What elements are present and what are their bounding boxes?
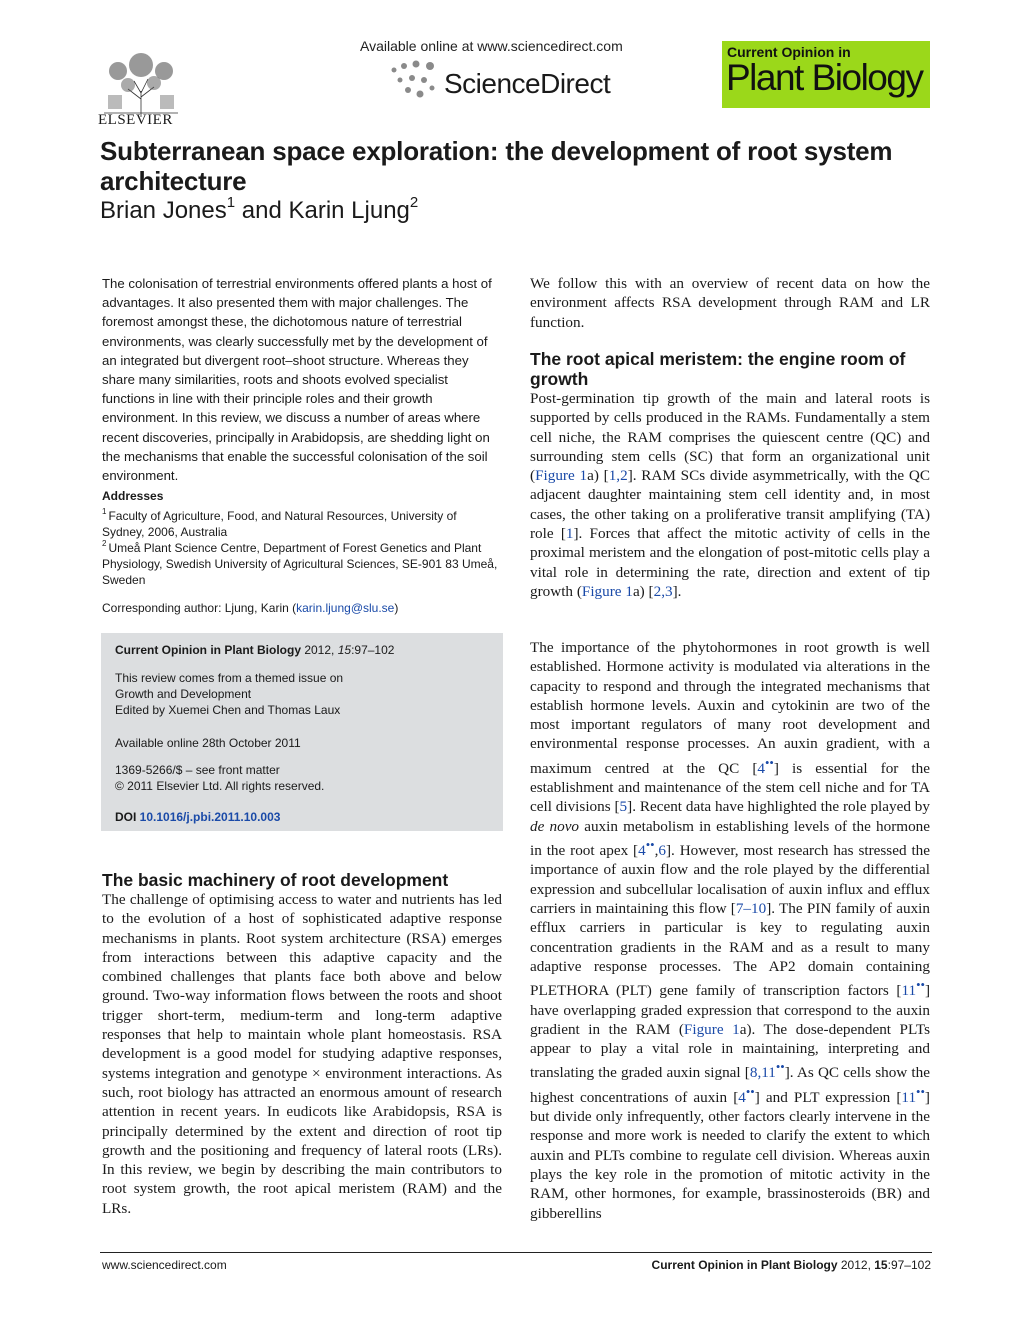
copyright-text: © 2011 Elsevier Ltd. All rights reserved. [115,779,325,793]
text-run: The importance of the phytohormones in root growth is well established. Hormone activity is modulated via alterations in the capacity to respond and through the integrated mechanisms that establish hormone levels. Auxin and cytokinin are two of the most important regulators of many root development and environmental response processes. An auxin gradient, with a maximum centred at the QC [ [530,639,930,777]
author-name[interactable]: Brian Jones [100,197,227,224]
body-paragraph [530,638,930,1223]
reference-link[interactable]: 4 [757,759,765,777]
reference-link[interactable]: 4 [638,842,646,860]
recommendation-dots: •• [916,978,925,993]
text-run: auxin metabolism in establishing levels of the hormone in the root apex [ [530,817,930,860]
available-online-text: Available online at www.sciencedirect.com [360,38,623,54]
author-conjunction: and [235,197,289,224]
addresses-heading: Addresses [102,489,164,503]
citation-volume: 15 [337,643,352,657]
citation-year: 2012, [301,643,338,657]
text-run: ]. As QC cells show the highest concentrations of auxin [ [530,1064,930,1106]
reference-link[interactable]: 11 [901,982,917,1000]
author-list [100,196,418,225]
themed-issue-text: This review comes from a themed issue on [115,671,344,685]
address-text: Umeå Plant Science Centre, Department of Forest Genetics and Plant Physiology, Swedish University of Agricultural Sciences, SE-901 83 Umeå, Sweden [102,541,498,587]
reference-link[interactable]: 6 [658,842,666,860]
publisher-name: ELSEVIER [98,112,173,128]
text-run: a) [ [587,467,609,485]
text-run: ]. The PIN family of auxin efflux carriers in particular is key to regulating auxin concentration gradients in the RAM and as a result to many adaptive response processes. The AP2 domain containing PLETHORA (PLT) gene family of transcription factors [ [530,899,930,1000]
recommendation-dots: •• [745,1084,755,1099]
issn-text: 1369-5266/$ – see front matter [115,763,280,777]
body-paragraph: We follow this with an overview of recent data on how the environment affects RSA development through RAM and LR function. [530,275,930,331]
section-heading: The root apical meristem: the engine room of growth [530,349,906,389]
editors-text: Edited by Xuemei Chen and Thomas Laux [115,703,341,717]
reference-link[interactable]: 7–10 [735,899,767,917]
text-run: , [654,842,659,860]
author-name[interactable]: Karin Ljung [288,197,410,224]
text-run: Post-germination tip growth of the main and lateral roots is supported by cells produced in the RAMs. Fundamentally a stem cell niche, the RAM comprises the quiescent centre (QC) and surrounding stem cells (SC) that form an organizational unit ( [530,390,930,485]
address-entry [102,537,502,588]
recommendation-dots: •• [645,838,655,853]
abstract: The colonisation of terrestrial environments offered plants a host of advantages. It also presented them with major challenges. The foremost amongst these, the dichotomous nature of terrestrial environments, was clearly successfully met by the development of an integrated but divergent root–shoot structure. Whereas they share many similarities, roots and shoots evolved specialist functions in line with their principle roles and their growth environment. In this review, we discuss a number of areas where recent discoveries, principally in Arabidopsis, are shedding light on the mechanisms that enable the successful colonisation of the soil environment. [102,276,492,484]
recommendation-dots: •• [775,1060,785,1075]
address-text: Faculty of Agriculture, Food, and Natural Resources, University of Sydney, 2006, Australia [102,509,457,539]
address-number: 2 [102,539,107,548]
text-run: ] and PLT expression [ [754,1088,902,1106]
doi-link[interactable]: 10.1016/j.pbi.2011.10.003 [139,810,281,824]
italic-term: de novo [530,817,580,835]
article-title: Subterranean space exploration: the development of root system architecture [100,136,893,196]
section-heading: The basic machinery of root development [102,870,449,890]
footer-journal: Current Opinion in Plant Biology [651,1258,838,1272]
sciencedirect-wordmark: ScienceDirect [444,68,611,99]
journal-logo [722,41,930,108]
reference-link[interactable]: 2,3 [653,582,673,600]
text-run: ]. [672,582,682,600]
reference-link[interactable]: 4 [738,1088,746,1106]
available-date: Available online 28th October 2011 [115,736,301,750]
reference-link[interactable]: 8,11 [749,1064,776,1082]
email-link[interactable]: karin.ljung@slu.se [296,601,395,615]
body-paragraph: The challenge of optimising access to water and nutrients has led to the evolution of a host of sophisticated adaptive response mechanisms in plants. Root system architecture (RSA) emerges from interactions between this adaptive capacity and the combined challenges that plants face both above and below ground. Two-way information flows between the roots and shoot trigger short-term, medium-term and long-term adaptive responses that help to maintain whole plant homeostasis. RSA development is a good model for studying adaptive responses, systems integration and genotype × environment interactions. As such, root biology has attracted an enormous amount of research attention in recent years. In eudicots like Arabidopsis, RSA is principally determined by the extent and direction of root tip growth and the positioning and frequency of lateral roots (LRs). In this review, we begin by describing the main contributors to root system growth, the root apical meristem (RAM) and the LRs. [102,891,502,1217]
figure-link[interactable]: Figure 1 [683,1020,740,1038]
journal-name: Current Opinion in Plant Biology [115,643,301,657]
text-run: ] but divide only infrequently, other factors clearly intervene in the response and more work is needed to clarify the extent to which auxin and PLTs combine to regulate cell division. Whereas auxin plays the key role in the promotion of mitotic activity in the RAM, other hormones, for example, brassinosteroids (BR) and gibberellins [530,1088,930,1222]
footer-website[interactable]: www.sciencedirect.com [102,1258,227,1272]
journal-logo-line2: Plant Biology [726,57,923,98]
figure-link[interactable]: Figure 1 [535,467,588,485]
journal-logo-line1: Current Opinion in [727,44,851,60]
text-run: ]. However, most research has stressed the importance of auxin flow and the role played by the differential expression and subcellular localisation of auxin influx and efflux carriers in maintaining this flow [ [530,842,930,917]
citation-pages: :97–102 [351,643,395,657]
reference-link[interactable]: 1 [565,525,574,543]
corresponding-author [102,601,398,615]
address-number: 1 [102,507,107,516]
footer-pages: :97–102 [887,1258,931,1272]
affiliation-marker: 1 [226,194,236,211]
section-name: Growth and Development [115,687,252,701]
text-run: ]. RAM SCs divide asymmetrically, with the QC adjacent daughter maintaining stem cell identity and, in most cases, the other taking on a proliferative transit amplifying (TA) role [ [530,467,931,543]
footer-citation [600,1258,931,1272]
text-run: a) [ [632,582,654,600]
doi-label: DOI [115,810,140,824]
footer-volume: 15 [874,1258,888,1272]
reference-link[interactable]: 11 [901,1088,917,1106]
address-entry [102,505,502,540]
corresponding-label: Corresponding author: Ljung, Karin ( [102,601,297,615]
text-run: ] is essential for the establishment and maintenance of the stem cell niche and for TA cell divisions [ [530,759,930,816]
affiliation-marker: 2 [409,194,419,211]
text-run: ] have overlapping graded expression that correspond to the auxin gradient in the RAM ( [530,982,930,1038]
recommendation-dots: •• [916,1084,925,1099]
doi-line [115,809,280,825]
recommendation-dots: •• [765,755,774,770]
figure-link[interactable]: Figure 1 [581,582,633,600]
footer-year: 2012, [837,1258,875,1272]
text-run: ]. Forces that affect the mitotic activity of cells in the proximal meristem and the elongation of post-mitotic cells play a vital role in determining the rate, direction and extent of tip growth ( [530,525,930,600]
footer-divider [100,1252,932,1253]
body-paragraph [530,389,930,601]
text-run: a). The dose-dependent PLTs appear to play a vital role in maintaining, interpreting and translating the graded auxin signal [ [530,1020,930,1082]
reference-link[interactable]: 5 [619,798,628,816]
citation-line [115,642,394,658]
article-info-box [101,633,503,831]
text-run: ]. Recent data have highlighted the role played by [627,798,930,816]
reference-link[interactable]: 1,2 [608,467,628,485]
corresponding-suffix: ) [394,601,399,615]
